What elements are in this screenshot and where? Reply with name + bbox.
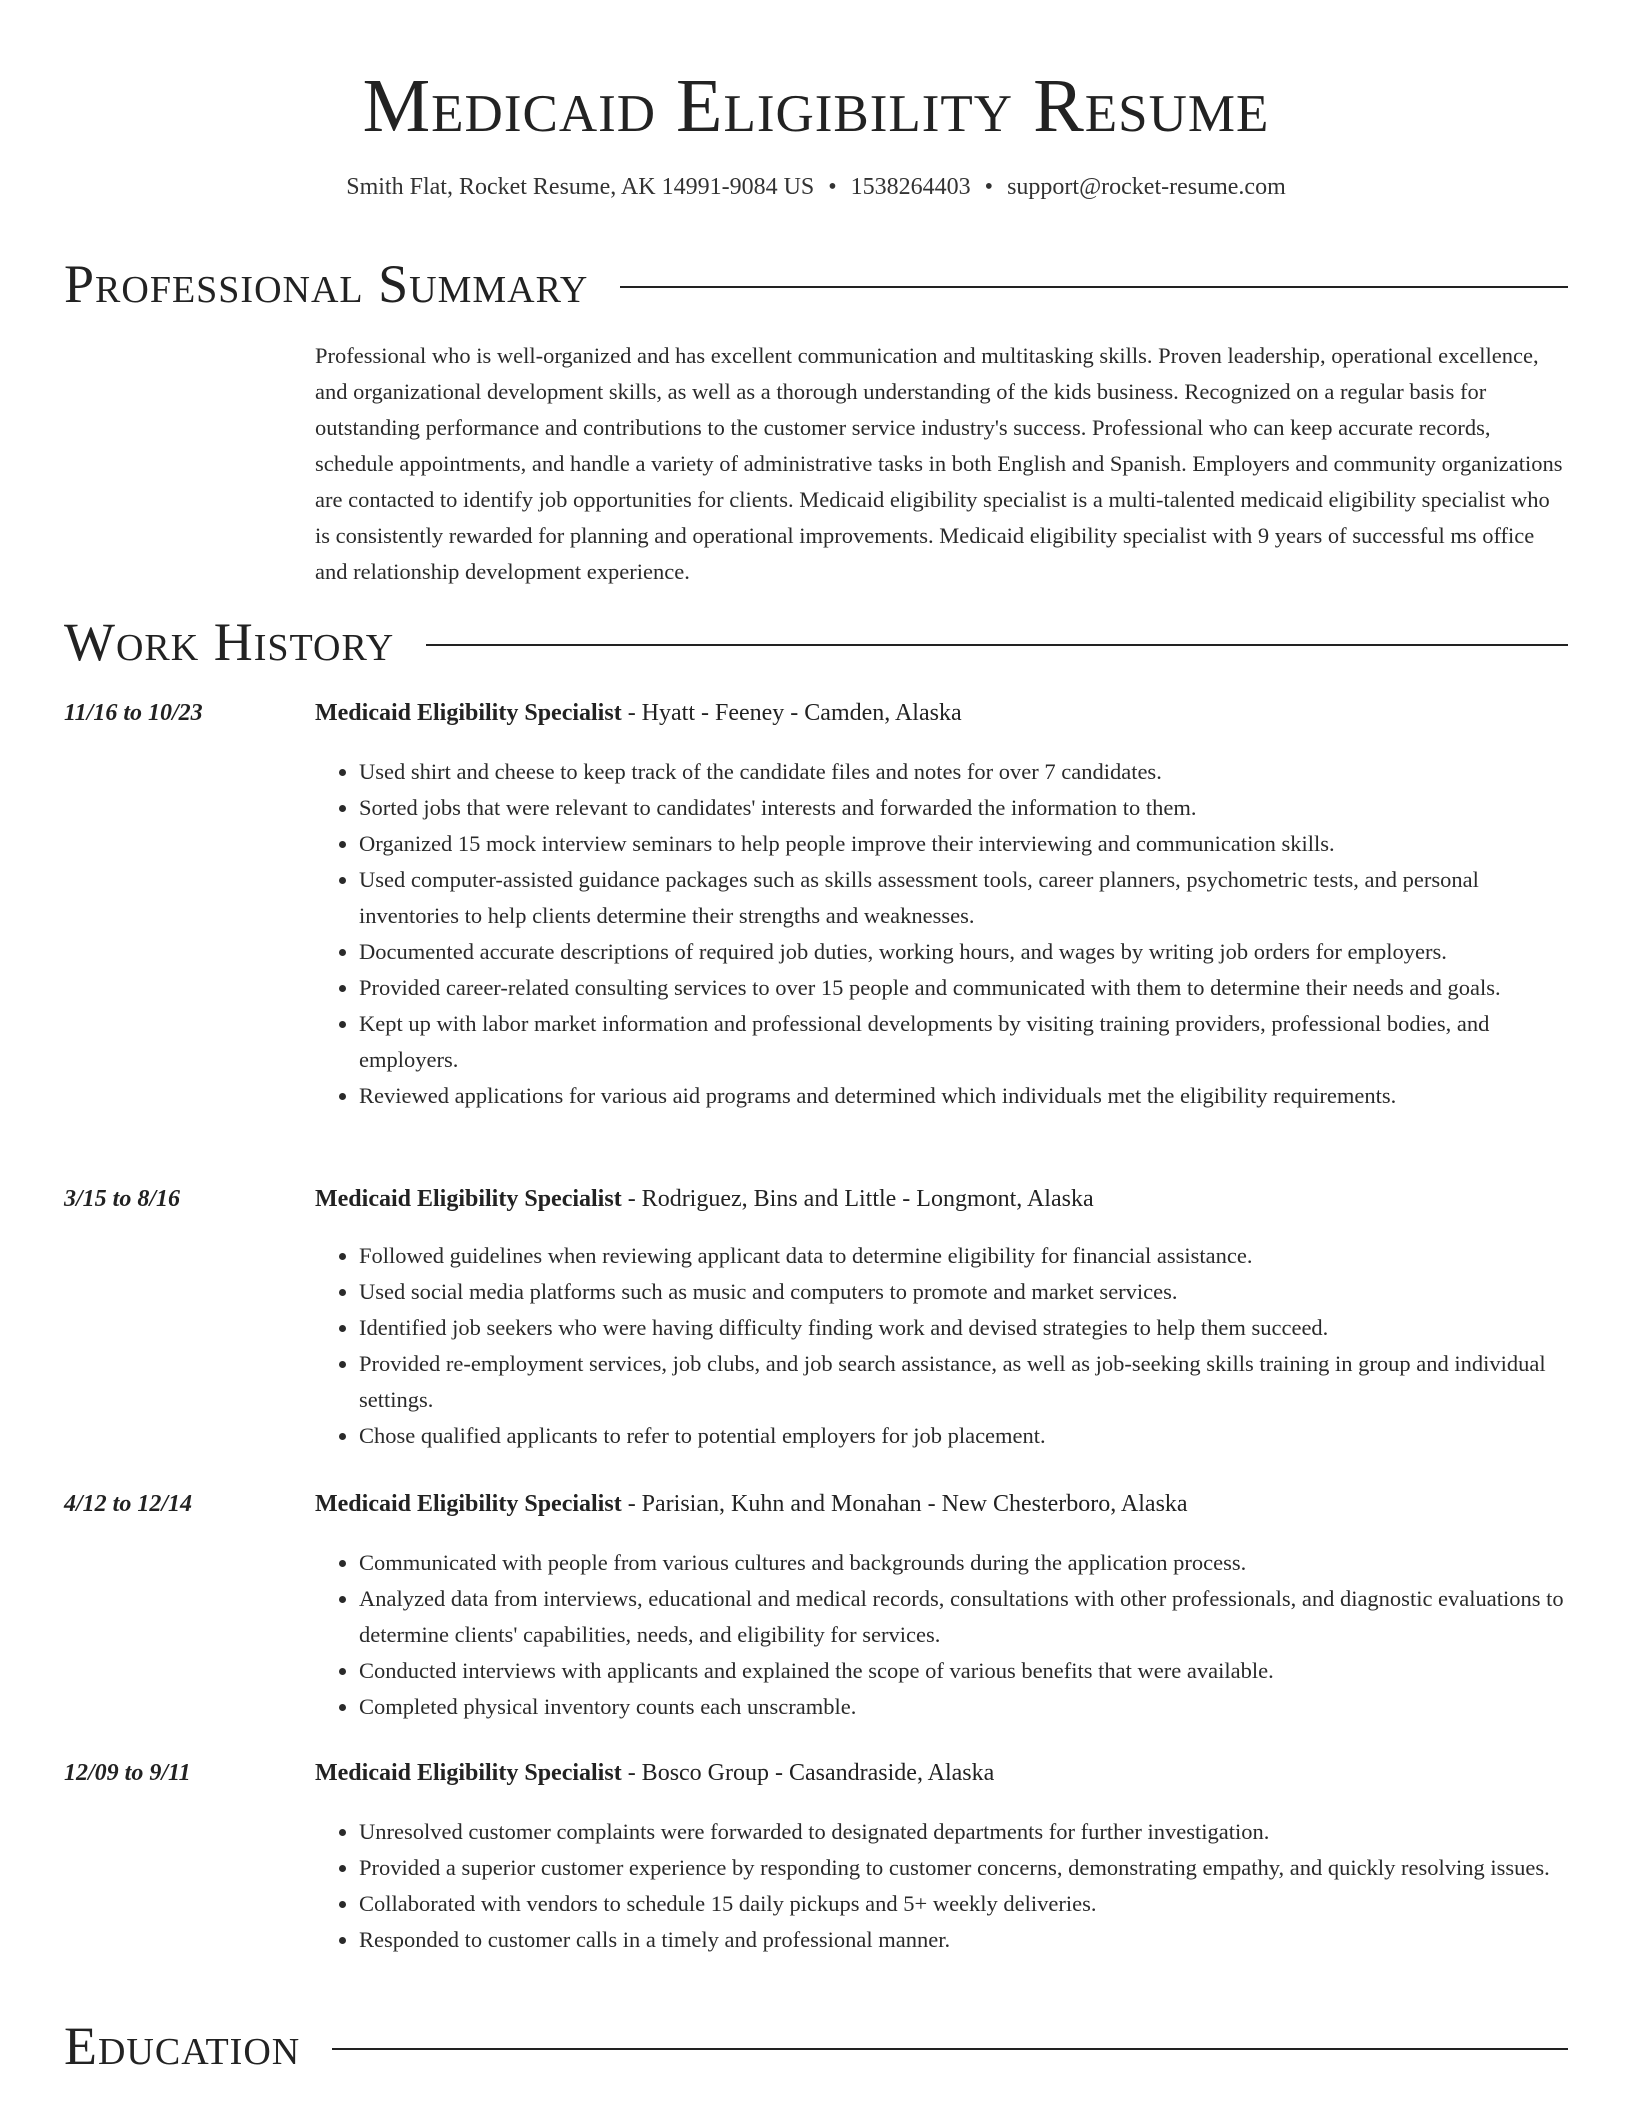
professional-summary-text: Professional who is well-organized and has excellent communication and multitasking skills. Proven leadership, operational excellence, and organizational development skills, as well as a thorough understanding of the kids business. Recognized on a regular basis for outstanding performance and contributions to the customer service industry's success. Professional who can keep accurate records, schedule appointments, and handle a variety of administrative tasks in both English and Spanish. Employers and community organizations are contacted to identify job opportunities for clients. Medicaid eligibility specialist is a multi-talented medicaid eligibility specialist who is consistently rewarded for planning and operational improvements. Medicaid eligibility specialist with 9 years of successful ms office and relationship development experience. (315, 343, 1563, 584)
resume-title: Medicaid Eligibility Resume (362, 64, 1270, 148)
professional-summary-heading (64, 254, 1568, 314)
education-heading (64, 2016, 1568, 2076)
job-bullet: • Communicated with people from various cultures and backgrounds during the application process. (359, 1545, 1568, 1581)
job-bullet: • Unresolved customer complaints were forwarded to designated departments for further investigation. (359, 1814, 1568, 1850)
job-title: Medicaid Eligibility Specialist (315, 1760, 622, 1786)
contact-phone: 1538264403 (850, 174, 971, 200)
job-bullets (315, 1238, 1568, 1454)
job-heading (315, 1186, 1568, 1213)
section-divider (426, 644, 1568, 646)
job-bullet: • Provided a superior customer experience by responding to customer concerns, demonstrating empathy, and quickly resolving issues. (359, 1850, 1568, 1886)
job-dates: 12/09 to 9/11 (64, 1760, 191, 1786)
job-bullet: • Reviewed applications for various aid programs and determined which individuals met the eligibility requirements. (359, 1078, 1568, 1114)
job-bullet: • Analyzed data from interviews, educational and medical records, consultations with other professionals, and diagnostic evaluations to determine clients' capabilities, needs, and eligibility for services. (359, 1581, 1568, 1653)
work-history-heading (64, 612, 1568, 672)
job-title: Medicaid Eligibility Specialist (315, 1186, 622, 1212)
job-bullet: • Collaborated with vendors to schedule 15 daily pickups and 5+ weekly deliveries. (359, 1886, 1568, 1922)
job-heading (315, 1491, 1568, 1518)
job-details: - Parisian, Kuhn and Monahan - New Chesterboro, Alaska (621, 1491, 1188, 1517)
section-title: Professional Summary (64, 254, 589, 314)
job-bullet: • Chose qualified applicants to refer to potential employers for job placement. (359, 1418, 1568, 1454)
job-bullet: • Provided career-related consulting services to over 15 people and communicated with them to determine their needs and goals. (359, 970, 1568, 1006)
job-bullet: • Kept up with labor market information and professional developments by visiting training providers, professional bodies, and employers. (359, 1006, 1568, 1078)
job-details: - Bosco Group - Casandraside, Alaska (621, 1760, 995, 1786)
job-bullet: • Identified job seekers who were having difficulty finding work and devised strategies to help them succeed. (359, 1310, 1568, 1346)
job-bullets (315, 754, 1568, 1114)
job-bullet: • Sorted jobs that were relevant to candidates' interests and forwarded the information to them. (359, 790, 1568, 826)
job-details: - Rodriguez, Bins and Little - Longmont, Alaska (621, 1186, 1094, 1212)
contact-email: support@rocket-resume.com (1007, 174, 1286, 200)
job-bullet: • Completed physical inventory counts each unscramble. (359, 1689, 1568, 1725)
section-title: Work History (64, 612, 395, 672)
job-bullet: • Organized 15 mock interview seminars to help people improve their interviewing and communication skills. (359, 826, 1568, 862)
section-divider (620, 286, 1568, 288)
job-heading (315, 1760, 1568, 1787)
contact-separator: • (828, 174, 837, 200)
job-bullet: • Used shirt and cheese to keep track of the candidate files and notes for over 7 candidates. (359, 754, 1568, 790)
job-bullet: • Documented accurate descriptions of required job duties, working hours, and wages by writing job orders for employers. (359, 934, 1568, 970)
job-heading (315, 700, 1568, 727)
contact-address: Smith Flat, Rocket Resume, AK 14991-9084 US (346, 174, 815, 200)
job-bullets (315, 1545, 1568, 1725)
section-title: Education (64, 2016, 301, 2076)
job-title: Medicaid Eligibility Specialist (315, 1491, 622, 1517)
job-bullet: • Conducted interviews with applicants and explained the scope of various benefits that were available. (359, 1653, 1568, 1689)
job-bullet: • Provided re-employment services, job clubs, and job search assistance, as well as job-seeking skills training in group and individual settings. (359, 1346, 1568, 1418)
job-bullet: • Followed guidelines when reviewing applicant data to determine eligibility for financial assistance. (359, 1238, 1568, 1274)
job-bullet: • Used social media platforms such as music and computers to promote and market services. (359, 1274, 1568, 1310)
contact-separator: • (984, 174, 994, 200)
job-dates: 11/16 to 10/23 (64, 700, 203, 726)
job-details: - Hyatt - Feeney - Camden, Alaska (621, 700, 962, 726)
job-dates: 4/12 to 12/14 (64, 1491, 193, 1517)
job-title: Medicaid Eligibility Specialist (315, 700, 622, 726)
section-divider (332, 2048, 1568, 2050)
job-dates: 3/15 to 8/16 (64, 1186, 181, 1212)
job-bullet: • Used computer-assisted guidance packages such as skills assessment tools, career planners, psychometric tests, and personal inventories to help clients determine their strengths and weaknesses. (359, 862, 1568, 934)
job-bullet: • Responded to customer calls in a timely and professional manner. (359, 1922, 1568, 1958)
job-bullets (315, 1814, 1568, 1958)
contact-info (0, 174, 1632, 201)
